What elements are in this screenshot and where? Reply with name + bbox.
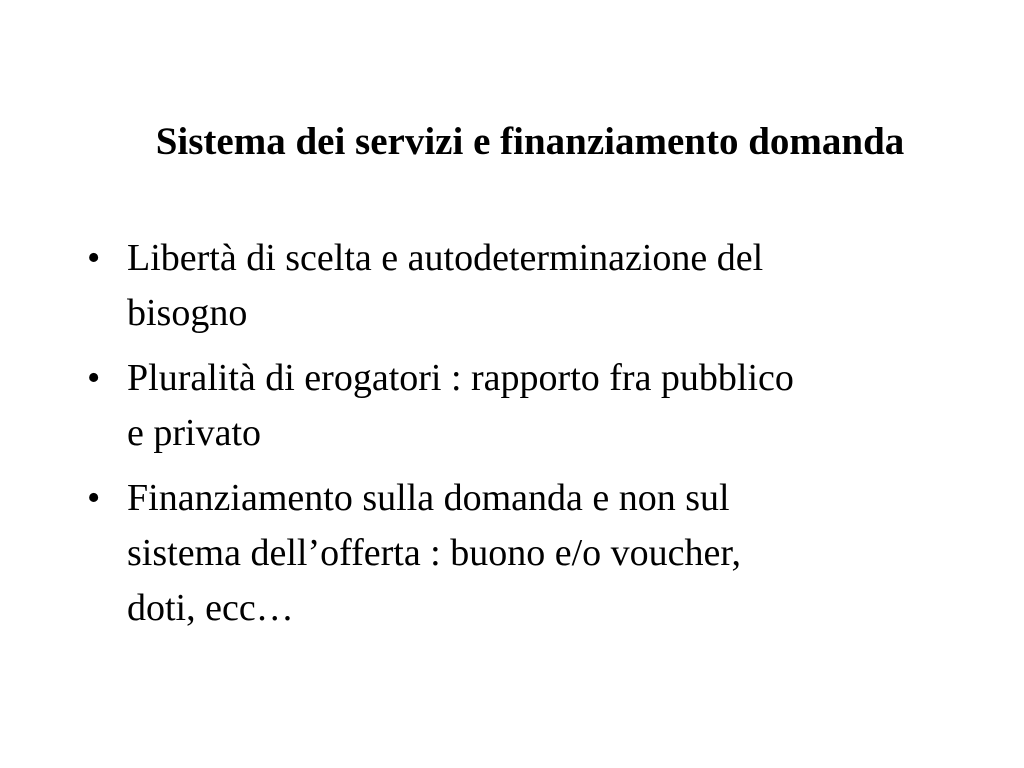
bullet-text-line: Finanziamento sulla domanda e non sul [127,477,730,519]
bullet-item [84,351,944,461]
bullet-text-line: sistema dell’offerta : buono e/o voucher, [127,532,742,574]
bullet-list [84,231,944,648]
bullet-text-line: bisogno [127,292,248,334]
bullet-text-line: doti, ecc… [127,587,294,629]
bullet-text-line: Libertà di scelta e autodeterminazione del [127,237,764,279]
bullet-item [84,471,944,636]
bullet-marker: • [87,357,101,399]
bullet-item [84,231,944,341]
bullet-text-line: e privato [127,412,262,454]
bullet-text-line: Pluralità di erogatori : rapporto fra pubblico [127,357,794,399]
bullet-marker: • [87,477,101,519]
slide-title: Sistema dei servizi e finanziamento domanda [155,120,905,163]
bullet-marker: • [87,237,101,279]
